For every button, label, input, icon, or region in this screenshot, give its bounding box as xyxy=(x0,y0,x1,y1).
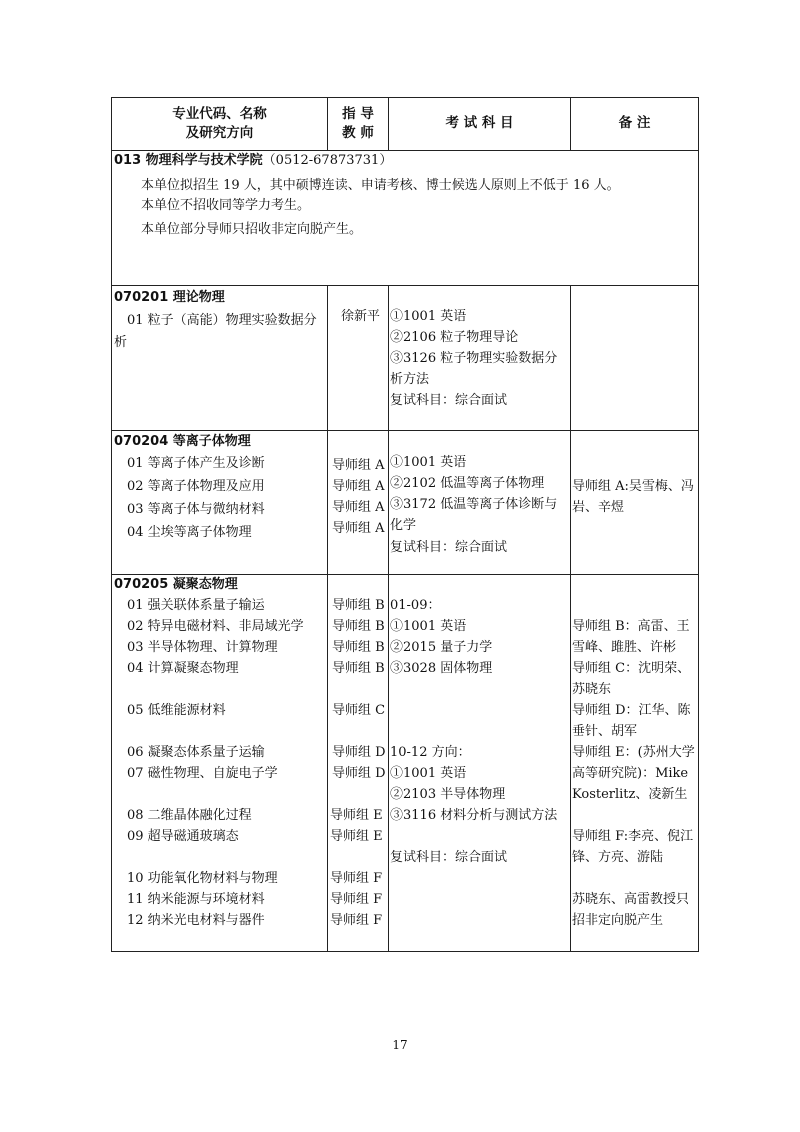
advisor-note: 导师组 D：江华、陈 xyxy=(572,703,691,718)
direction-item: 01 粒子（高能）物理实验数据分 xyxy=(127,313,317,328)
advisor-group: 导师组 A xyxy=(332,500,385,515)
advisor-group: 导师组 F xyxy=(330,913,383,928)
school-phone: （0512-67873731） xyxy=(262,153,393,168)
advisor-note: 苏晓东、高雷教授只 xyxy=(572,892,690,907)
exam-item: 10-12 方向： xyxy=(390,745,471,760)
school-heading xyxy=(114,151,392,171)
advisor-note: 导师组 A:吴雪梅、冯 xyxy=(572,479,694,494)
exam-item: ①1001 英语 xyxy=(390,766,467,781)
direction-item: 02 等离子体物理及应用 xyxy=(127,479,265,494)
direction-item: 03 半导体物理、计算物理 xyxy=(127,640,278,655)
direction-item: 09 超导磁通玻璃态 xyxy=(127,829,239,844)
direction-item: 06 凝聚态体系量子运输 xyxy=(127,745,265,760)
advisor-note: 锋、方亮、游陆 xyxy=(572,850,664,865)
major-title: 070205 凝聚态物理 xyxy=(114,577,238,592)
exam-item: ③3172 低温等离子体诊断与 xyxy=(390,497,558,512)
advisor-note: 导师组 B：高雷、王 xyxy=(572,619,690,634)
header-advisor: 指 导 教 师 xyxy=(342,106,374,141)
direction-item: 析 xyxy=(114,335,128,350)
exam-item: ①1001 英语 xyxy=(390,309,467,324)
direction-item: 10 功能氧化物材料与物理 xyxy=(127,871,278,886)
exam-item: ②2015 量子力学 xyxy=(390,640,493,655)
advisor-note: 高等研究院)：Mike xyxy=(572,766,689,781)
col-divider xyxy=(388,285,389,951)
advisor-name: 徐新平 xyxy=(341,309,381,324)
advisor-group: 导师组 B xyxy=(332,619,385,634)
advisor-group: 导师组 B xyxy=(332,640,385,655)
exam-item: ①1001 英语 xyxy=(390,619,467,634)
major-title: 070204 等离子体物理 xyxy=(114,434,251,449)
advisor-group: 导师组 B xyxy=(332,598,385,613)
advisor-note: 导师组 F:李亮、倪江 xyxy=(572,829,694,844)
exam-item: 复试科目：综合面试 xyxy=(390,540,508,555)
exam-item: ②2103 半导体物理 xyxy=(390,787,506,802)
col-divider xyxy=(327,285,328,951)
direction-item: 04 计算凝聚态物理 xyxy=(127,661,239,676)
exam-item: 复试科目：综合面试 xyxy=(390,393,508,408)
direction-item: 07 磁性物理、自旋电子学 xyxy=(127,766,278,781)
direction-item: 12 纳米光电材料与器件 xyxy=(127,913,265,928)
header-exam: 考 试 科 目 xyxy=(445,115,514,131)
advisor-group: 导师组 B xyxy=(332,661,385,676)
exam-item: ②2106 粒子物理导论 xyxy=(390,330,519,345)
direction-item: 01 等离子体产生及诊断 xyxy=(127,456,265,471)
advisor-note: 导师组 C：沈明荣、 xyxy=(572,661,691,676)
admissions-table xyxy=(111,97,699,952)
col-divider xyxy=(570,285,571,951)
advisor-note: 导师组 E：(苏州大学 xyxy=(572,745,695,760)
exam-item: ①1001 英语 xyxy=(390,455,467,470)
advisor-group: 导师组 D xyxy=(332,745,386,760)
exam-item: 析方法 xyxy=(390,372,430,387)
advisor-group: 导师组 E xyxy=(330,829,383,844)
row-divider xyxy=(112,430,698,431)
advisor-note: 苏晓东 xyxy=(572,682,612,697)
exam-item: 复试科目：综合面试 xyxy=(390,850,508,865)
school-note: 本单位拟招生 19 人，其中硕博连读、申请考核、博士候选人原则上不低于 16 人。 xyxy=(141,178,620,193)
direction-item: 05 低维能源材料 xyxy=(127,703,226,718)
advisor-note: 雪峰、雎胜、许彬 xyxy=(572,640,677,655)
advisor-group: 导师组 F xyxy=(330,892,383,907)
exam-item: ③3126 粒子物理实验数据分 xyxy=(390,351,558,366)
direction-item: 03 等离子体与微纳材料 xyxy=(127,502,265,517)
advisor-group: 导师组 E xyxy=(330,808,383,823)
school-note: 本单位部分导师只招收非定向脱产生。 xyxy=(141,222,363,237)
school-title: 013 物理科学与技术学院 xyxy=(114,153,263,168)
advisor-group: 导师组 D xyxy=(332,766,386,781)
advisor-note: Kosterlitz、凌新生 xyxy=(572,787,688,802)
advisor-group: 导师组 C xyxy=(332,703,386,718)
direction-item: 08 二维晶体融化过程 xyxy=(127,808,252,823)
exam-item: 化学 xyxy=(390,518,417,533)
advisor-note: 岩、辛煜 xyxy=(572,500,625,515)
header-notes: 备 注 xyxy=(618,115,651,131)
header-major: 专业代码、名称 及研究方向 xyxy=(172,106,267,141)
major-title: 070201 理论物理 xyxy=(114,290,225,305)
exam-item: ③3028 固体物理 xyxy=(390,661,493,676)
direction-item: 01 强关联体系量子输运 xyxy=(127,598,265,613)
direction-item: 04 尘埃等离子体物理 xyxy=(127,525,252,540)
advisor-group: 导师组 A xyxy=(332,458,385,473)
exam-item: ③3116 材料分析与测试方法 xyxy=(390,808,558,823)
advisor-note: 垂针、胡军 xyxy=(572,724,638,739)
direction-item: 02 特异电磁材料、非局域光学 xyxy=(127,619,304,634)
exam-item: 01-09： xyxy=(390,598,441,613)
school-note: 本单位不招收同等学力考生。 xyxy=(141,198,311,213)
advisor-group: 导师组 A xyxy=(332,479,385,494)
advisor-note: 招非定向脱产生 xyxy=(572,913,664,928)
direction-item: 11 纳米能源与环境材料 xyxy=(127,892,265,907)
exam-item: ②2102 低温等离子体物理 xyxy=(390,476,545,491)
page-number: 17 xyxy=(392,1038,408,1052)
row-divider xyxy=(112,285,698,286)
advisor-group: 导师组 A xyxy=(332,521,385,536)
advisor-group: 导师组 F xyxy=(330,871,383,886)
